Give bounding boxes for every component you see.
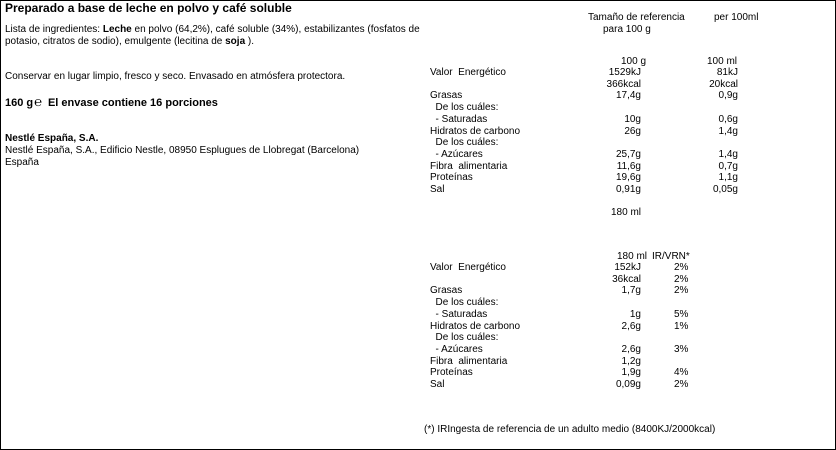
nutrient-value-col1: 152kJ (614, 262, 641, 273)
nutrient-value-col2: 81kJ (716, 67, 738, 78)
table2-col1-header: 180 ml (617, 251, 648, 262)
portions-text: El envase contiene 16 porciones (47, 97, 218, 109)
nutrient-value-col1: 1,7g (621, 285, 641, 297)
nutrient-value-col2: 1,4g (718, 148, 738, 160)
nutrient-label: De los cuáles: (430, 102, 499, 114)
company-address: Nestlé España, S.A., Edificio Nestle, 08950 Esplugues de Llobregat (Barcelona) (5, 145, 360, 156)
nutrient-label: Grasas (430, 90, 463, 102)
nutrient-value-col1: 0,09g (615, 379, 641, 390)
ref-size-header: Tamaño de referencia (588, 12, 685, 23)
ingredients-prefix: Lista de ingredientes: (5, 24, 103, 35)
product-title: Preparado a base de leche en polvo y café soluble (5, 1, 292, 15)
footnote: (*) IRIngesta de referencia de un adulto medio (8400KJ/2000kcal) (424, 424, 716, 435)
nutrient-value-col2: 2% (674, 262, 689, 273)
nutrient-value-col1: 366kcal (606, 78, 641, 90)
nutrient-label: Valor Energético (430, 67, 506, 78)
ingredient-soja: soja (225, 36, 246, 47)
company-name: Nestlé España, S.A. (5, 133, 99, 144)
ingredients-line-1 (5, 24, 420, 36)
nutrient-value-col1: 1,9g (621, 367, 641, 379)
nutrient-value-col1: 25,7g (615, 148, 641, 160)
table1-col1-header: 100 g (621, 56, 647, 67)
e-mark-icon: ℮ (34, 94, 42, 109)
net-content (5, 96, 218, 109)
nutrient-label: Sal (430, 184, 445, 195)
nutrient-label: - Azúcares (430, 343, 483, 355)
nutrient-value-col2: 1,1g (718, 172, 738, 184)
nutrient-value-col2: 5% (674, 308, 689, 320)
nutrient-value-col1: 36kcal (612, 273, 641, 285)
nutrient-label: Grasas (430, 285, 463, 297)
nutrient-value-col1: 1529kJ (608, 67, 641, 78)
nutrient-value-col1: 17,4g (615, 90, 641, 102)
ingredients-line-2 (5, 36, 254, 48)
nutrient-value-col2: 0,6g (718, 113, 738, 125)
nutrient-value-col2: 4% (674, 367, 689, 379)
nutrient-value-col2: 1% (674, 320, 689, 332)
nutrient-label: Sal (430, 379, 445, 390)
nutrient-label: De los cuáles: (430, 297, 499, 309)
ref-size-header-2: para 100 g (603, 24, 651, 35)
nutrient-label: Hidratos de carbono (430, 320, 521, 332)
nutrient-value-col1: 1,2g (621, 355, 641, 367)
nutrient-label: - Saturadas (430, 113, 488, 125)
ingredients-line2-post: ). (245, 36, 255, 47)
ingredients-mid: en polvo (64,2%), café soluble (34%), estabilizantes (fosfatos de (131, 24, 420, 35)
nutrient-label: Fibra alimentaria (430, 355, 508, 367)
nutrient-value-col2: 2% (674, 273, 689, 285)
table1-col2-header: 100 ml (707, 56, 738, 67)
nutrient-value-col2: 3% (674, 343, 689, 355)
ingredients-line2-pre: potasio, citratos de sodio), emulgente (lecitina de (5, 36, 226, 47)
ingredient-leche: Leche (102, 24, 132, 35)
nutrient-label: De los cuáles: (430, 137, 499, 149)
nutrient-value-col2: 0,9g (718, 90, 738, 102)
nutrient-value-col1: 2,6g (621, 320, 641, 332)
nutrient-label: Fibra alimentaria (430, 160, 508, 172)
nutrient-value-col1: 10g (624, 113, 641, 125)
nutrient-label: De los cuáles: (430, 332, 499, 344)
nutrient-value-col2: 2% (674, 285, 689, 297)
nutrient-label: Proteínas (430, 367, 473, 379)
storage-text: Conservar en lugar limpio, fresco y seco. Envasado en atmósfera protectora. (5, 71, 346, 82)
nutrient-value-col2: 20kcal (709, 78, 738, 90)
serving-label: 180 ml (611, 207, 642, 218)
company-country: España (5, 157, 39, 168)
nutrient-value-col1: 19,6g (615, 172, 641, 184)
nutrient-value-col1: 1g (629, 308, 641, 320)
nutrient-value-col1: 11,6g (616, 160, 641, 172)
nutrient-label: Hidratos de carbono (430, 125, 521, 137)
nutrient-value-col2: 0,7g (718, 160, 738, 172)
nutrient-value-col1: 0,91g (615, 184, 641, 195)
nutrient-label: - Azúcares (430, 148, 483, 160)
nutrient-value-col1: 26g (624, 125, 641, 137)
table2-col2-header: IR/VRN* (652, 251, 690, 262)
nutrient-label: Valor Energético (430, 262, 506, 273)
nutrient-value-col2: 2% (674, 379, 689, 390)
nutrient-value-col2: 1,4g (718, 125, 738, 137)
nutrient-label: - Saturadas (430, 308, 488, 320)
nutrient-value-col2: 0,05g (712, 184, 738, 195)
net-weight: 160 g (5, 97, 34, 109)
nutrient-label: Proteínas (430, 172, 473, 184)
per100ml-header: per 100ml (714, 12, 759, 23)
nutrient-value-col1: 2,6g (621, 343, 641, 355)
